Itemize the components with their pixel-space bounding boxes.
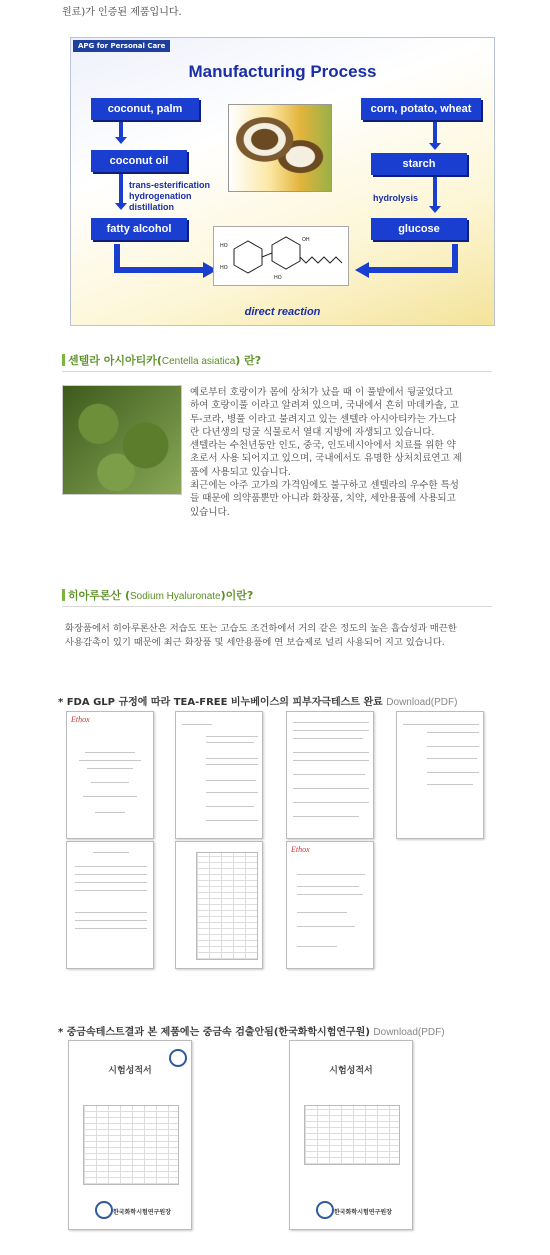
hyaluronate-heading: 히아루론산 (Sodium Hyaluronate)이란?	[62, 585, 492, 607]
intro-text-fragment: 원료)가 인증된 제품입니다.	[62, 7, 182, 18]
box-glucose: glucose	[371, 218, 467, 240]
arrow-down-icon	[119, 174, 123, 204]
diagram-corner-label: APG for Personal Care	[73, 40, 170, 52]
arrow-down-icon	[433, 122, 437, 144]
centella-heading: 센텔라 아시아티카(Centella asiatica) 란?	[62, 350, 492, 372]
arrow-right-icon	[111, 244, 221, 280]
fda-doc-page-7[interactable]: Ethox	[286, 841, 374, 969]
hyaluronate-description: 화장품에서 히아루론산은 저습도 또는 고습도 조건하에서 거의 같은 정도의 높은 흡습성과 매끈한 사용감촉이 있기 때문에 최근 화장품 및 세안용품에 연 보습제로 널리 사용되어 지고 있습니다.	[65, 623, 457, 648]
direct-reaction-label: direct reaction	[244, 306, 321, 318]
seal-icon	[169, 1049, 187, 1067]
arrow-down-icon	[433, 177, 437, 207]
box-starch: starch	[371, 153, 467, 175]
box-coconut-palm: coconut, palm	[91, 98, 199, 120]
arrow-down-icon	[119, 122, 123, 138]
box-coconut-oil: coconut oil	[91, 150, 187, 172]
apg-molecule-structure	[213, 226, 349, 286]
fda-doc-page-5[interactable]	[66, 841, 154, 969]
box-corn-potato-wheat: corn, potato, wheat	[361, 98, 481, 120]
box-fatty-alcohol: fatty alcohol	[91, 218, 187, 240]
fda-cert-heading: * FDA GLP 규정에 따라 TEA-FREE 비누베이스의 피부자극테스트 완료 Download(PDF)	[58, 697, 458, 708]
heavy-metal-cert-heading: * 중금속테스트결과 본 제품에는 중금속 검출안됨(한국화학시험연구원) Download(PDF)	[58, 1027, 445, 1038]
heavy-metal-doc-1[interactable]: 시험성적서 한국화학시험연구원장	[68, 1040, 192, 1230]
heavy-metal-download-link[interactable]: Download(PDF)	[373, 1027, 445, 1038]
diagram-title: Manufacturing Process	[188, 62, 377, 81]
svg-text:HO: HO	[220, 265, 228, 271]
right-process-note: hydrolysis	[373, 193, 419, 203]
fda-doc-page-1[interactable]: Ethox	[66, 711, 154, 839]
svg-text:HO: HO	[220, 243, 228, 249]
fda-doc-page-3[interactable]	[286, 711, 374, 839]
fda-doc-page-4[interactable]	[396, 711, 484, 839]
fda-doc-page-6[interactable]	[175, 841, 263, 969]
fda-doc-page-2[interactable]	[175, 711, 263, 839]
manufacturing-process-diagram	[70, 37, 495, 326]
centella-leaf-photo	[62, 385, 182, 495]
fda-download-link[interactable]: Download(PDF)	[386, 697, 458, 708]
heavy-metal-doc-2[interactable]: 시험성적서 한국화학시험연구원장	[289, 1040, 413, 1230]
arrow-left-icon	[351, 244, 461, 280]
svg-text:HO: HO	[274, 275, 282, 281]
svg-text:OH: OH	[302, 237, 310, 243]
coconut-corn-photo	[228, 104, 332, 192]
centella-description: 예로부터 호랑이가 몸에 상처가 났을 때 이 풀밭에서 뒹굴었다고 하여 호랑이풀 이라고 알려져 있으며, 국내에서 흔히 마데카솔, 고 투-코라, 병풀 이라고 불려지고 있는 센텔라 아시아티카는 가느다 란 다년생의 덩굴 식물로서 열대 지방에 자생되고 있습니다. 센텔라는 수천년동안 인도, 중국, 인도네시아에서 치료를 위한 약 초로서 사용 되어지고 있으며, 국내에서도 유명한 상처치료연고 제 품에 사용되고 있습니다. 최근에는 아주 고가의 가격임에도 불구하고 센텔라의 우수한 특성 들 때문에 의약품뿐만 아니라 화장품, 치약, 세안용품에 사용되고 있습니다.	[190, 387, 462, 518]
left-process-note: trans-esterification hydrogenation distillation	[129, 180, 211, 212]
